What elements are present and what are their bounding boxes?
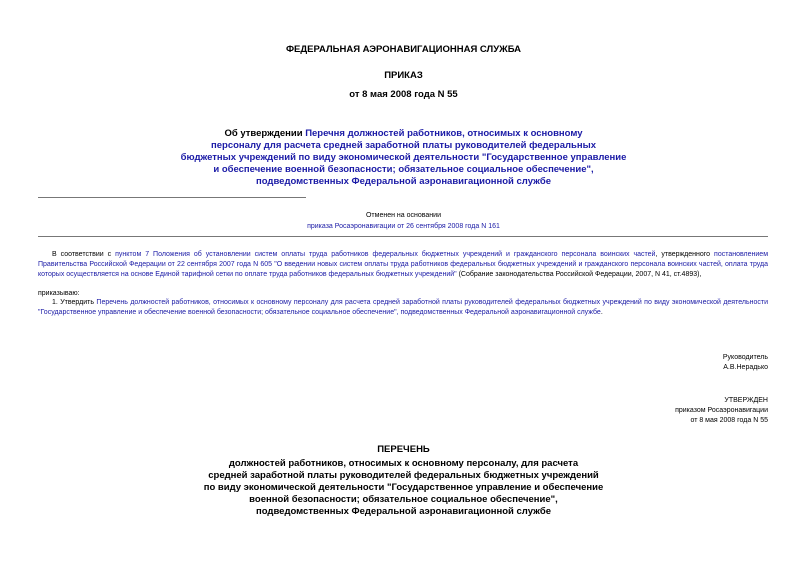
- list-subtitle-line-1: должностей работников, относимых к основному персоналу, для расчета: [228, 458, 579, 469]
- preamble-text-1: В соответствии с: [52, 251, 116, 258]
- approved-date: от 8 мая 2008 года N 55: [690, 417, 768, 424]
- signer-name: А.В.Нерадько: [723, 364, 768, 371]
- title-link-line-5[interactable]: подведомственных Федеральной аэронавигационной службе: [256, 176, 551, 187]
- list-subtitle-line-3: по виду экономической деятельности "Государственное управление и обеспечение: [203, 482, 604, 493]
- cancellation-note: [200, 210, 607, 232]
- title-prefix: Об утверждении: [224, 128, 306, 139]
- divider-long: [38, 236, 768, 237]
- government-resolution-link[interactable]: постановлением Правительства Российской Федерации от 22 сентября 2007 года N 605 "О введении новых систем оплаты труда работников федеральных бюджетных учреждений и гражданского персонала воинских частей, оплата труда которых осуществляется на основе Единой тарифной сетки по оплате труда работников федеральных бюджетных учреждений": [38, 251, 769, 278]
- position-list-link[interactable]: Перечень должностей работников, относимых к основному персоналу для расчета средней заработной платы руководителей федеральных бюджетных учреждений по виду экономической деятельности "Государственное управление и обеспечение военной безопасности; обязательное социальное обеспечение", подведомственных Федеральной аэронавигационной службе: [38, 299, 768, 316]
- document-title: [150, 128, 657, 188]
- signer-position: Руководитель: [722, 354, 768, 361]
- title-link-line-3[interactable]: бюджетных учреждений по виду экономической деятельности "Государственное управление: [180, 152, 627, 163]
- list-subtitle-line-5: подведомственных Федеральной аэронавигационной службе: [256, 506, 551, 517]
- title-link-line-2[interactable]: персоналу для расчета средней заработной платы руководителей федеральных: [211, 140, 596, 151]
- title-link-line-4[interactable]: и обеспечение военной безопасности; обязательное социальное обеспечение",: [213, 164, 594, 175]
- divider-short: [38, 197, 306, 198]
- item1-text-1: 1. Утвердить: [52, 299, 97, 306]
- signature-block: [723, 353, 768, 373]
- list-title: ПЕРЕЧЕНЬ: [377, 444, 430, 455]
- approval-block: [675, 396, 768, 426]
- list-subtitle: [150, 458, 657, 518]
- regulation-point-link[interactable]: пунктом 7 Положения об установлении систем оплаты труда работников федеральных бюджетных учреждений и гражданского персонала воинских частей: [115, 251, 656, 258]
- document-type-heading: ПРИКАЗ: [384, 70, 423, 81]
- list-subtitle-line-2: средней заработной платы руководителей федеральных бюджетных учреждений: [208, 470, 599, 481]
- order-word: приказываю:: [38, 290, 80, 297]
- item1-text-2: .: [600, 309, 603, 316]
- list-subtitle-line-4: военной безопасности; обязательное социальное обеспечение",: [249, 494, 558, 505]
- cancellation-text: Отменен на основании: [365, 212, 441, 219]
- order-item-1: [38, 298, 768, 318]
- title-link-line-1[interactable]: Перечня должностей работников, относимых к основному: [305, 128, 583, 139]
- preamble-paragraph: [38, 250, 768, 280]
- cancellation-link[interactable]: приказа Росаэронавигации от 26 сентября 2008 года N 161: [307, 223, 500, 230]
- document-date-heading: от 8 мая 2008 года N 55: [349, 89, 458, 100]
- preamble-text-3: (Собрание законодательства Российской Федерации, 2007, N 41, ст.4893),: [456, 271, 702, 278]
- organization-heading: ФЕДЕРАЛЬНАЯ АЭРОНАВИГАЦИОННАЯ СЛУЖБА: [285, 44, 522, 55]
- approved-label: УТВЕРЖДЕН: [724, 397, 768, 404]
- approved-by: приказом Росаэронавигации: [675, 407, 768, 414]
- preamble-text-2: , утвержденного: [655, 251, 715, 258]
